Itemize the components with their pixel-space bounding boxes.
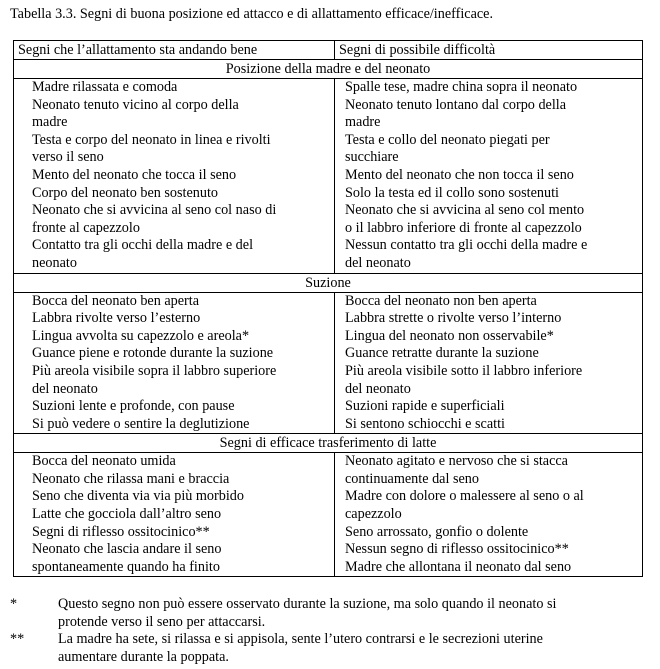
footnote-line: Questo segno non può essere osservato durante la suzione, ma solo quando il neonato si (58, 596, 557, 612)
difficulty-signs-column (335, 453, 642, 576)
footnote-text (58, 631, 640, 666)
list-item: Neonato che lascia andare il seno (32, 541, 222, 558)
list-item: Labbra strette o rivolte verso l’interno (345, 310, 562, 327)
list-item: Nessun segno di riflesso ossitocinico** (345, 541, 569, 558)
list-item: verso il seno (32, 149, 104, 166)
list-item: fronte al capezzolo (32, 219, 140, 236)
good-signs-column (14, 453, 335, 576)
list-item: Mento del neonato che tocca il seno (32, 166, 237, 183)
list-item: madre (32, 114, 68, 131)
list-item: Madre che allontana il neonato dal seno (345, 558, 572, 575)
list-item: Neonato che rilassa mani e braccia (32, 470, 230, 487)
list-item: Neonato tenuto lontano dal corpo della (345, 96, 567, 113)
list-item: Latte che gocciola dall’altro seno (32, 506, 222, 523)
footnote-line: La madre ha sete, si rilassa e si appisola, sente l’utero contrarsi e le secrezioni uterine (58, 631, 543, 648)
list-item: Lingua del neonato non osservabile* (345, 327, 554, 344)
section-title-suction: Suzione (14, 274, 642, 293)
footnote (10, 631, 640, 666)
section-body-suction (14, 293, 642, 435)
list-item: Bocca del neonato umida (32, 453, 176, 470)
list-item: Suzioni lente e profonde, con pause (32, 398, 235, 415)
list-item: del neonato (345, 254, 411, 271)
good-signs-column (14, 293, 335, 434)
list-item: Labbra rivolte verso l’esterno (32, 310, 201, 327)
list-item: Spalle tese, madre china sopra il neonato (345, 79, 578, 95)
footnote-mark: * (10, 596, 18, 612)
list-item: Madre con dolore o malessere al seno o al (345, 488, 584, 505)
list-item: Più areola visibile sopra il labbro superiore (32, 362, 277, 379)
list-item: Segni di riflesso ossitocinico** (32, 523, 210, 540)
list-item: Guance piene e rotonde durante la suzione (32, 345, 274, 362)
list-item: Neonato che si avvicina al seno col mento (345, 202, 585, 219)
list-item: Neonato agitato e nervoso che si stacca (345, 453, 568, 470)
list-item: del neonato (32, 380, 98, 397)
list-item: Contatto tra gli occhi della madre e del (32, 237, 254, 254)
list-item: Seno arrossato, gonfio o dolente (345, 523, 529, 540)
list-item: continuamente dal seno (345, 470, 479, 487)
table-header-row (14, 41, 642, 60)
list-item: Guance retratte durante la suzione (345, 345, 539, 362)
list-item: Neonato che si avvicina al seno col naso di (32, 202, 277, 219)
list-item: Testa e corpo del neonato in linea e rivolti (32, 131, 271, 148)
list-item: Testa e collo del neonato piegati per (345, 131, 550, 148)
footnote (10, 596, 640, 631)
list-item: Corpo del neonato ben sostenuto (32, 184, 218, 201)
list-item: Si sentono schiocchi e scatti (345, 415, 505, 432)
header-good-signs: Segni che l’allattamento sta andando bene (14, 41, 335, 59)
list-item: del neonato (345, 380, 411, 397)
difficulty-signs-column (335, 293, 642, 434)
difficulty-signs-column (335, 79, 642, 273)
list-item: madre (345, 114, 381, 131)
section-title-milk-transfer: Segni di efficace trasferimento di latte (14, 434, 642, 453)
list-item: spontaneamente quando ha finito (32, 558, 220, 575)
signs-table (13, 40, 643, 577)
list-item: Seno che diventa via via più morbido (32, 488, 244, 505)
footnote-mark: ** (10, 631, 25, 648)
list-item: Più areola visibile sotto il labbro inferiore (345, 362, 583, 379)
list-item: succhiare (345, 149, 399, 166)
list-item: Madre rilassata e comoda (32, 79, 178, 95)
list-item: Bocca del neonato ben aperta (32, 292, 200, 309)
list-item: Solo la testa ed il collo sono sostenuti (345, 184, 559, 201)
list-item: Neonato tenuto vicino al corpo della (32, 96, 239, 113)
list-item: capezzolo (345, 506, 402, 523)
section-title-position: Posizione della madre e del neonato (14, 60, 642, 79)
table-caption: Tabella 3.3. Segni di buona posizione ed attacco e di allattamento efficace/inefficace. (10, 6, 494, 22)
footnote-line: aumentare durante la poppata. (58, 648, 229, 665)
list-item: Suzioni rapide e superficiali (345, 398, 505, 415)
footnotes (10, 596, 640, 666)
good-signs-column (14, 79, 335, 273)
list-item: Bocca del neonato non ben aperta (345, 292, 537, 309)
list-item: Mento del neonato che non tocca il seno (345, 166, 574, 183)
list-item: Lingua avvolta su capezzolo e areola* (32, 327, 250, 344)
list-item: o il labbro inferiore di fronte al capezzolo (345, 219, 582, 236)
list-item: Si può vedere o sentire la deglutizione (32, 415, 250, 432)
list-item: Nessun contatto tra gli occhi della madre e (345, 237, 588, 254)
footnote-text (58, 596, 640, 631)
list-item: neonato (32, 254, 77, 271)
section-body-position (14, 79, 642, 274)
header-difficulty-signs: Segni di possibile difficoltà (339, 42, 496, 58)
footnote-line: protende verso il seno per attaccarsi. (58, 613, 266, 630)
section-body-milk-transfer (14, 453, 642, 576)
